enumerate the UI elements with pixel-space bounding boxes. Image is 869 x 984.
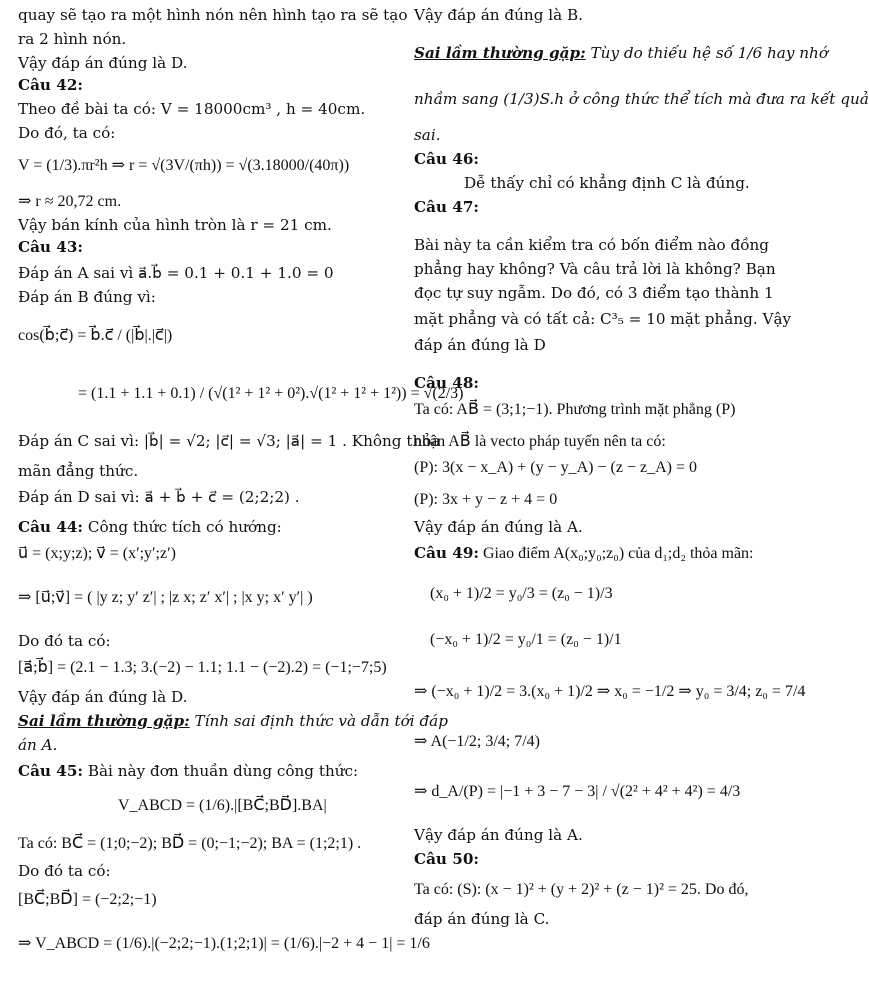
q45-warning-text-2: nhầm sang (1/3)S.h ở công thức thể tích mà đưa ra kết quả: [414, 90, 869, 108]
q45-formula-result: ⇒ V_ABCD = (1/6).|(−2;2;−1).(1;2;1)| = (1/6).|−2 + 4 − 1| = 1/6: [18, 935, 430, 952]
q49-formula-distance: ⇒ d_A/(P) = |−1 + 3 − 7 − 3| / √(2² + 4² + 4²) = 4/3: [414, 783, 741, 800]
q44-therefore: Do đó ta có:: [18, 632, 111, 650]
q48-answer: Vậy đáp án đúng là A.: [414, 518, 583, 536]
answer-45: Vậy đáp án đúng là B.: [414, 6, 583, 24]
q48-formula-1: (P): 3(x − x_A) + (y − y_A) − (z − z_A) = 0: [414, 459, 697, 476]
heading-q49: Câu 49:: [414, 544, 479, 562]
heading-q43: Câu 43:: [18, 238, 83, 256]
q47-line-1: Bài này ta cần kiểm tra có bốn điểm nào đồng: [414, 236, 770, 254]
intro-line-2: ra 2 hình nón.: [18, 30, 127, 48]
q49-system-eq-1: (x₀ + 1)/2 = y₀/3 = (z₀ − 1)/3: [430, 585, 613, 602]
q49-heading-line: [414, 544, 754, 564]
q43-option-b: Đáp án B đúng vì:: [18, 288, 156, 306]
q44-formula-vectors: u⃗ = (x;y;z); v⃗ = (x′;y′;z′): [18, 545, 176, 562]
q43-option-a: Đáp án A sai vì a⃗.b⃗ = 0.1 + 0.1 + 1.0 = 0: [18, 264, 334, 282]
q48-line-1: Ta có: AB⃗ = (3;1;−1). Phương trình mặt phẳng (P): [414, 401, 736, 418]
q42-given: Theo đề bài ta có: V = 18000cm³ , h = 40cm.: [18, 100, 366, 118]
q47-line-4: mặt phẳng và có tất cả: C³₅ = 10 mặt phẳng. Vậy: [414, 310, 792, 328]
q44-heading-line: [18, 518, 282, 537]
q42-conclusion: Vậy bán kính của hình tròn là r = 21 cm.: [18, 216, 332, 234]
q50-line-2: đáp án đúng là C.: [414, 910, 550, 928]
q45-heading-line: [18, 762, 358, 781]
q45-warning-line: [414, 44, 828, 63]
q44-formula-cross-product: ⇒ [u⃗;v⃗] = ( |y z; y′ z′| ; |z x; z′ x′| ; |x y; x′ y′| ): [18, 589, 313, 606]
q48-formula-2: (P): 3x + y − z + 4 = 0: [414, 491, 558, 508]
q44-title: Công thức tích có hướng:: [83, 518, 282, 536]
q49-formula-solve: ⇒ (−x₀ + 1)/2 = 3.(x₀ + 1)/2 ⇒ x₀ = −1/2 ⇒ y₀ = 3/4; z₀ = 7/4: [414, 683, 806, 700]
heading-q45: Câu 45:: [18, 762, 83, 780]
q47-line-2: phẳng hay không? Và câu trả lời là không? Bạn: [414, 260, 776, 278]
q49-system-eq-2: (−x₀ + 1)/2 = y₀/1 = (z₀ − 1)/1: [430, 631, 622, 648]
q43-option-d: Đáp án D sai vì: a⃗ + b⃗ + c⃗ = (2;2;2) .: [18, 488, 300, 506]
q48-line-2: nhận AB⃗ là vecto pháp tuyến nên ta có:: [414, 433, 666, 450]
q42-formula-approx: ⇒ r ≈ 20,72 cm.: [18, 193, 122, 210]
q43-formula-cos-value: = (1.1 + 1.1 + 0.1) / (√(1² + 1² + 0²).√(1² + 1² + 1²)) = √(2/3): [78, 385, 464, 402]
answer-41: Vậy đáp án đúng là D.: [18, 54, 188, 72]
q42-therefore: Do đó, ta có:: [18, 124, 116, 142]
q46-statement: Dễ thấy chỉ có khẳng định C là đúng.: [464, 174, 750, 192]
q45-warning-text-3: sai.: [414, 126, 441, 144]
q45-warning-text: Tùy do thiếu hệ số 1/6 hay nhớ: [585, 44, 828, 62]
q45-warning-label: Sai lầm thường gặp:: [414, 44, 586, 62]
q50-line-1: Ta có: (S): (x − 1)² + (y + 2)² + (z − 1)² = 25. Do đó,: [414, 881, 749, 898]
q49-formula-point: ⇒ A(−1/2; 3/4; 7/4): [414, 733, 540, 750]
q45-formula-cross: [BC⃗;BD⃗] = (−2;2;−1): [18, 891, 157, 908]
q43-option-c: Đáp án C sai vì: |b⃗| = √2; |c⃗| = √3; |a⃗| = 1 . Không thỏa: [18, 432, 441, 450]
q47-line-5: đáp án đúng là D: [414, 336, 546, 354]
q42-formula-radius: V = (1/3).πr²h ⇒ r = √(3V/(πh)) = √(3.18000/(40π)): [18, 157, 350, 174]
q45-formula-volume: V_ABCD = (1/6).|[BC⃗;BD⃗].BA|: [118, 797, 327, 814]
heading-q46: Câu 46:: [414, 150, 479, 168]
q44-warning-text: Tính sai định thức và dẫn tới đáp: [189, 712, 448, 730]
heading-q50: Câu 50:: [414, 850, 479, 868]
q45-vectors: Ta có: BC⃗ = (1;0;−2); BD⃗ = (0;−1;−2); BA = (1;2;1) .: [18, 835, 362, 852]
q44-warning-label: Sai lầm thường gặp:: [18, 712, 190, 730]
q43-formula-cos: cos(b⃗;c⃗) = b⃗.c⃗ / (|b⃗|.|c⃗|): [18, 327, 173, 344]
q43-option-c-cont: mãn đẳng thức.: [18, 462, 139, 480]
q44-warning-line: [18, 712, 448, 731]
q45-title: Bài này đơn thuần dùng công thức:: [83, 762, 359, 780]
heading-q47: Câu 47:: [414, 198, 479, 216]
q47-line-3: đọc tự suy ngẫm. Do đó, có 3 điểm tạo thành 1: [414, 284, 774, 302]
q45-therefore: Do đó ta có:: [18, 862, 111, 880]
intro-line-1: quay sẽ tạo ra một hình nón nên hình tạo ra sẽ tạo: [18, 6, 408, 24]
heading-q44: Câu 44:: [18, 518, 83, 536]
heading-q48: Câu 48:: [414, 374, 479, 392]
q44-formula-result: [a⃗;b⃗] = (2.1 − 1.3; 3.(−2) − 1.1; 1.1 − (−2).2) = (−1;−7;5): [18, 659, 387, 676]
heading-q42: Câu 42:: [18, 76, 83, 94]
q49-title: Giao điểm A(x₀;y₀;z₀) của d₁;d₂ thỏa mãn:: [479, 545, 754, 562]
q44-answer: Vậy đáp án đúng là D.: [18, 688, 188, 706]
q44-warning-text-cont: án A.: [18, 736, 58, 754]
q49-answer: Vậy đáp án đúng là A.: [414, 826, 583, 844]
